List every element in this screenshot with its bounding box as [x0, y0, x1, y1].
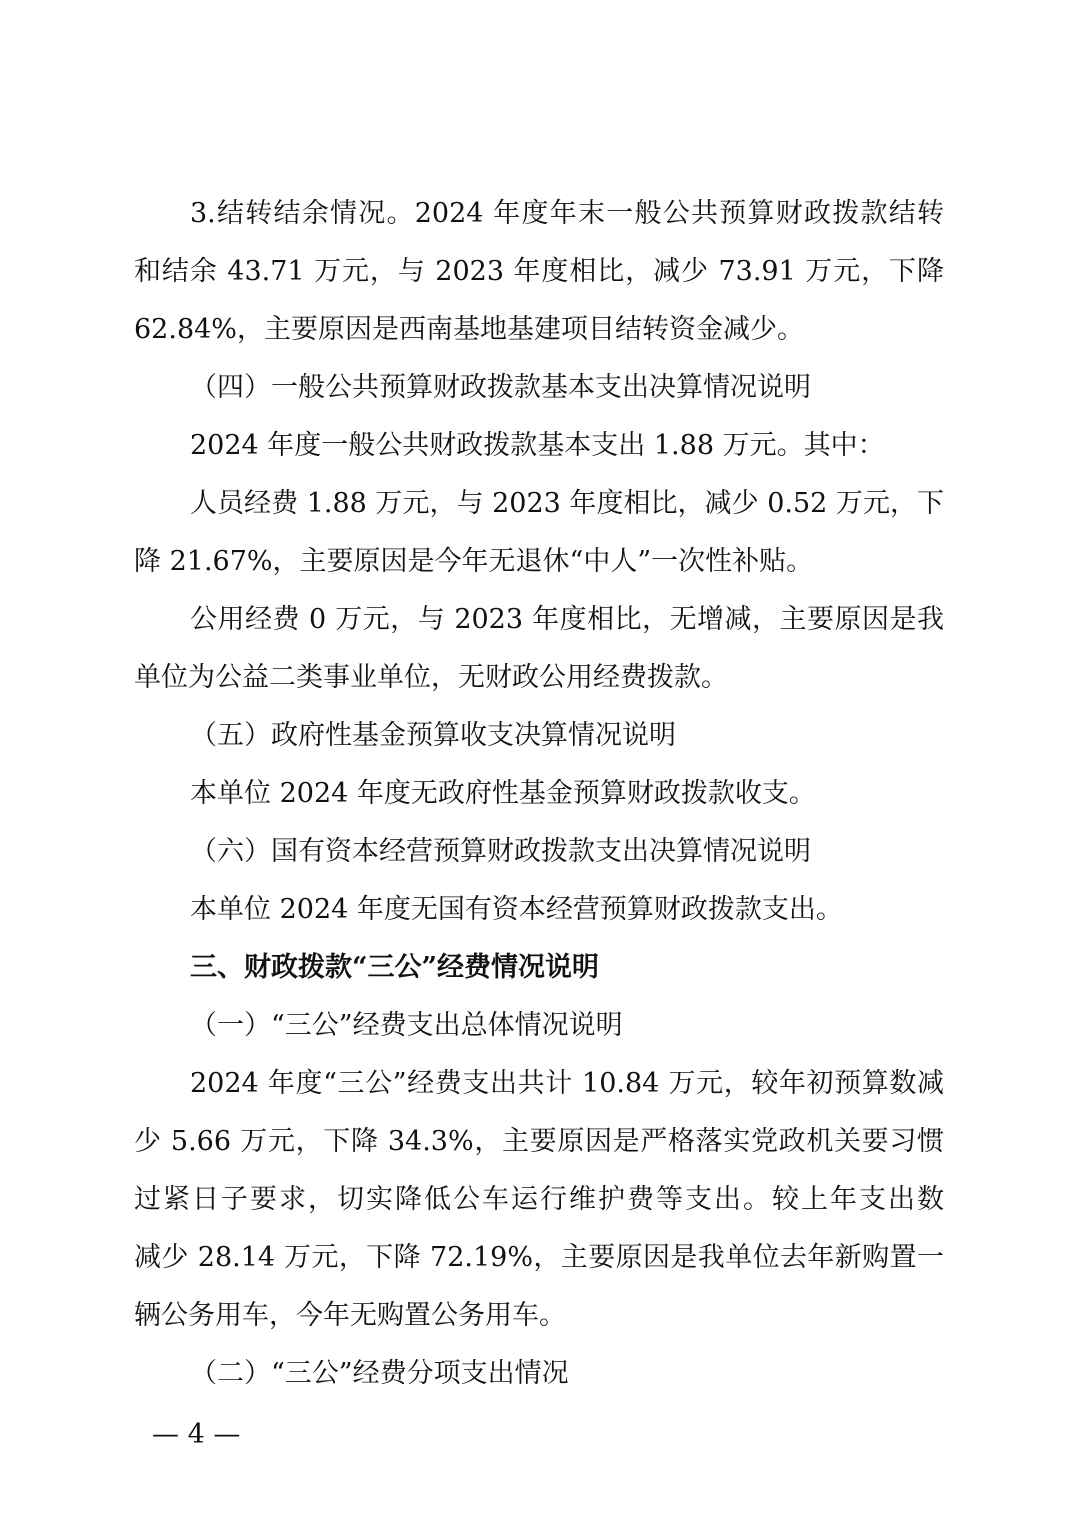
- section-heading: （四）一般公共预算财政拨款基本支出决算情况说明: [190, 372, 811, 403]
- paragraph-line: 人员经费 1.88 万元，与 2023 年度相比，减少 0.52 万元，下: [190, 488, 944, 519]
- document-body: [134, 185, 944, 1403]
- paragraph-line: 单位为公益二类事业单位，无财政公用经费拨款。: [134, 662, 728, 693]
- paragraph-line: 公用经费 0 万元，与 2023 年度相比，无增减，主要原因是我: [190, 604, 944, 635]
- section-heading: （五）政府性基金预算收支决算情况说明: [190, 720, 676, 751]
- paragraph-line: 3.结转结余情况。2024 年度年末一般公共预算财政拨款结转: [190, 198, 944, 229]
- section-heading: （一）“三公”经费支出总体情况说明: [190, 1010, 623, 1041]
- paragraph-line: 过紧日子要求，切实降低公车运行维护费等支出。较上年支出数: [134, 1184, 944, 1215]
- paragraph-line: 本单位 2024 年度无政府性基金预算财政拨款收支。: [190, 778, 816, 809]
- paragraph-line: 少 5.66 万元，下降 34.3%，主要原因是严格落实党政机关要习惯: [134, 1126, 944, 1157]
- page-number: — 4 —: [152, 1419, 241, 1450]
- paragraph-line: 降 21.67%，主要原因是今年无退休“中人”一次性补贴。: [134, 546, 814, 577]
- paragraph-line: 2024 年度一般公共财政拨款基本支出 1.88 万元。其中：: [190, 430, 885, 461]
- paragraph-line: 和结余 43.71 万元，与 2023 年度相比，减少 73.91 万元，下降: [134, 256, 944, 287]
- paragraph-line: 62.84%，主要原因是西南基地基建项目结转资金减少。: [134, 314, 804, 345]
- paragraph-line: 本单位 2024 年度无国有资本经营预算财政拨款支出。: [190, 894, 843, 925]
- section-heading: （六）国有资本经营预算财政拨款支出决算情况说明: [190, 836, 811, 867]
- chapter-heading: 三、财政拨款“三公”经费情况说明: [190, 952, 600, 983]
- paragraph-line: 辆公务用车，今年无购置公务用车。: [134, 1300, 566, 1331]
- section-heading: （二）“三公”经费分项支出情况: [190, 1358, 569, 1389]
- paragraph-line: 2024 年度“三公”经费支出共计 10.84 万元，较年初预算数减: [190, 1068, 944, 1099]
- paragraph-line: 减少 28.14 万元，下降 72.19%，主要原因是我单位去年新购置一: [134, 1242, 944, 1273]
